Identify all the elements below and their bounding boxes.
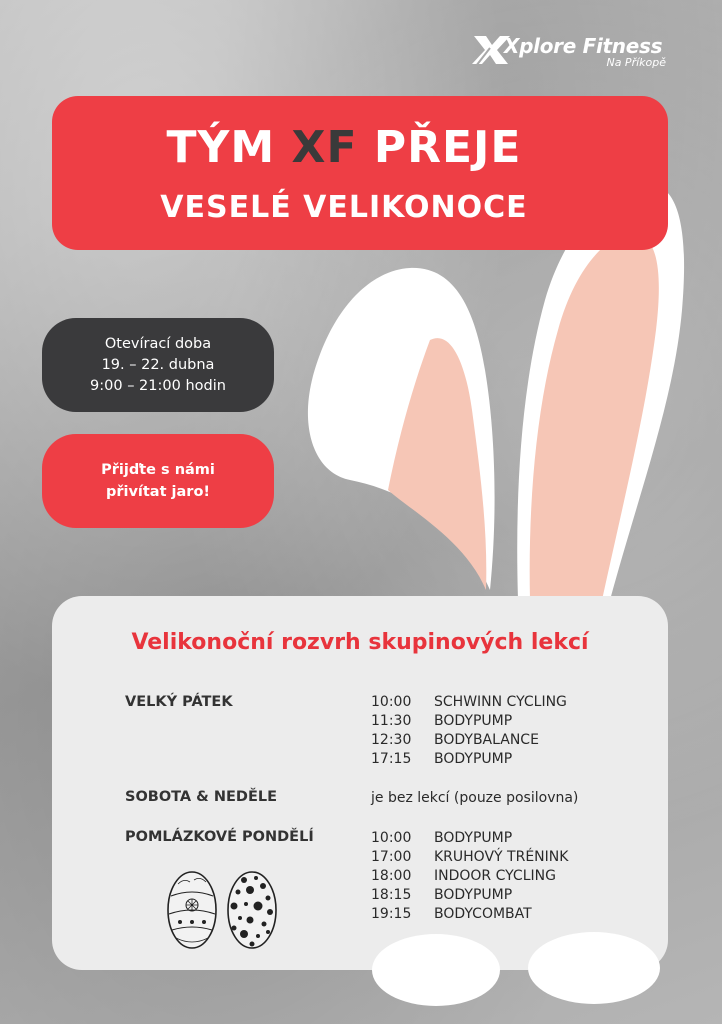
spring-invite-pill: [42, 434, 274, 528]
headline-line-1: TÝM XF PŘEJE: [166, 122, 522, 173]
easter-eggs-illustration: [164, 866, 284, 952]
brand-name: Xplore Fitness: [504, 34, 663, 58]
headline-accent: XF: [291, 122, 358, 173]
schedule-title: Velikonoční rozvrh skupinových lekcí: [131, 630, 589, 655]
opening-hours-dates: 19. – 22. dubna: [101, 356, 215, 373]
weekend-note: je bez lekcí (pouze posilovna): [371, 790, 579, 806]
brand-logo: [470, 30, 690, 74]
class-slot: 18:15 BODYPUMP: [371, 887, 513, 903]
day-label-weekend: SOBOTA & NEDĚLE: [125, 789, 278, 805]
dotted-egg-icon: [228, 872, 276, 948]
opening-hours-pill: [42, 318, 274, 412]
opening-hours-label: Otevírací doba: [104, 335, 212, 352]
class-slot: 17:00 KRUHOVÝ TRÉNINK: [371, 849, 569, 865]
patterned-egg-icon: [168, 872, 216, 948]
friday-class-list: [371, 693, 567, 769]
bunny-feet-illustration: [370, 922, 670, 1024]
headline-line-2: VESELÉ VELIKONOCE: [160, 190, 528, 225]
monday-class-list: [371, 829, 568, 924]
brand-location: Na Příkopě: [606, 56, 666, 69]
class-slot: 10:00 SCHWINN CYCLING: [371, 694, 567, 710]
opening-hours-time: 9:00 – 21:00 hodin: [90, 377, 226, 394]
schedule-card: [52, 596, 668, 970]
class-slot: 12:30 BODYBALANCE: [371, 732, 539, 748]
day-label-friday: VELKÝ PÁTEK: [125, 694, 233, 710]
class-slot: 18:00 INDOOR CYCLING: [371, 868, 556, 884]
class-slot: 19:15 BODYCOMBAT: [371, 906, 532, 922]
class-slot: 10:00 BODYPUMP: [371, 830, 513, 846]
class-slot: 17:15 BODYPUMP: [371, 751, 513, 767]
spring-invite-line-1: Přijďte s námi: [101, 462, 215, 478]
headline-banner: [52, 96, 668, 250]
class-slot: 11:30 BODYPUMP: [371, 713, 513, 729]
spring-invite-line-2: přivítat jaro!: [105, 484, 211, 500]
day-label-monday: POMLÁZKOVÉ PONDĚLÍ: [125, 829, 314, 845]
